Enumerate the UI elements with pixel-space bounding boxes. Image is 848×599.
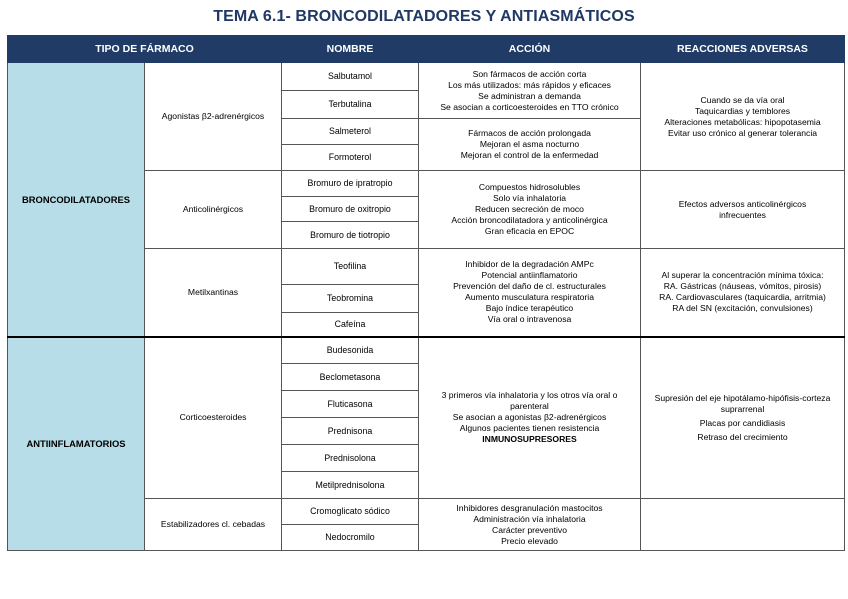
reacciones-metilxantinas: Al superar la concentración mínima tóxica: RA. Gástricas (náuseas, vómitos, pirosis) RA. Cardiovasculares (taquicardia, arritmia) RA del SN (excitación, convulsiones) (641, 249, 845, 337)
group-broncodilatadores: BRONCODILATADORES (8, 63, 145, 337)
drug-fluticasona: Fluticasona (282, 391, 419, 418)
drug-metilprednisolona: Metilprednisolona (282, 472, 419, 499)
drug-cromoglicato: Cromoglicato sódico (282, 499, 419, 525)
drug-salbutamol: Salbutamol (282, 63, 419, 91)
drug-salmeterol: Salmeterol (282, 119, 419, 145)
drug-terbutalina: Terbutalina (282, 91, 419, 119)
header-reacciones: REACCIONES ADVERSAS (641, 36, 845, 63)
drug-cafeina: Cafeína (282, 313, 419, 337)
type-anticolinergicos: Anticolinérgicos (145, 171, 282, 249)
drug-beclometasona: Beclometasona (282, 364, 419, 391)
drug-table (7, 35, 845, 551)
drug-teofilina: Teofilina (282, 249, 419, 285)
reacciones-anticolinergicos: Efectos adversos anticolinérgicos infrecuentes (641, 171, 845, 249)
type-corticoesteroides: Corticoesteroides (145, 337, 282, 499)
reacciones-estabilizadores (641, 499, 845, 551)
drug-teobromina: Teobromina (282, 285, 419, 313)
header-tipo: TIPO DE FÁRMACO (8, 36, 282, 63)
drug-formoterol: Formoterol (282, 145, 419, 171)
page-title: TEMA 6.1- BRONCODILATADORES Y ANTIASMÁTICOS (213, 8, 635, 25)
drug-nedocromilo: Nedocromilo (282, 525, 419, 551)
drug-prednisona: Prednisona (282, 418, 419, 445)
drug-tiotropio: Bromuro de tiotropio (282, 222, 419, 249)
accion-metilxantinas: Inhibidor de la degradación AMPc Potencial antiinflamatorio Prevención del daño de cl. estructurales Aumento musculatura respiratoria Bajo índice terapéutico Vía oral o intravenosa (419, 249, 641, 337)
drug-ipratropio: Bromuro de ipratropio (282, 171, 419, 197)
drug-budesonida: Budesonida (282, 337, 419, 364)
accion-corta: Son fármacos de acción corta Los más utilizados: más rápidos y eficaces Se administran a demanda Se asocian a corticoesteroides en TTO crónico (419, 63, 641, 119)
header-nombre: NOMBRE (282, 36, 419, 63)
accion-prolongada: Fármacos de acción prolongada Mejoran el asma nocturno Mejoran el control de la enfermedad (419, 119, 641, 171)
type-estabilizadores: Estabilizadores cl. cebadas (145, 499, 282, 551)
header-accion: ACCIÓN (419, 36, 641, 63)
accion-corticoesteroides: 3 primeros vía inhalatoria y los otros vía oral o parenteral Se asocian a agonistas β2-adrenérgicos Algunos pacientes tienen resistencia INMUNOSUPRESORES (419, 337, 641, 499)
group-antiinflamatorios: ANTIINFLAMATORIOS (8, 337, 145, 551)
accion-estabilizadores: Inhibidores desgranulación mastocitos Administración vía inhalatoria Carácter preventivo Precio elevado (419, 499, 641, 551)
drug-oxitropio: Bromuro de oxitropio (282, 197, 419, 222)
type-metilxantinas: Metilxantinas (145, 249, 282, 337)
accion-anticolinergicos: Compuestos hidrosolubles Solo vía inhalatoria Reducen secreción de moco Acción broncodilatadora y anticolinérgica Gran eficacia en EPOC (419, 171, 641, 249)
drug-prednisolona: Prednisolona (282, 445, 419, 472)
reacciones-agonistas: Cuando se da vía oral Taquicardias y temblores Alteraciones metabólicas: hipopotasemia Evitar uso crónico al generar tolerancia (641, 63, 845, 171)
reacciones-corticoesteroides: Supresión del eje hipotálamo-hipófisis-corteza suprarrenal Placas por candidiasis Retraso del crecimiento (641, 337, 845, 499)
type-agonistas: Agonistas β2-adrenérgicos (145, 63, 282, 171)
